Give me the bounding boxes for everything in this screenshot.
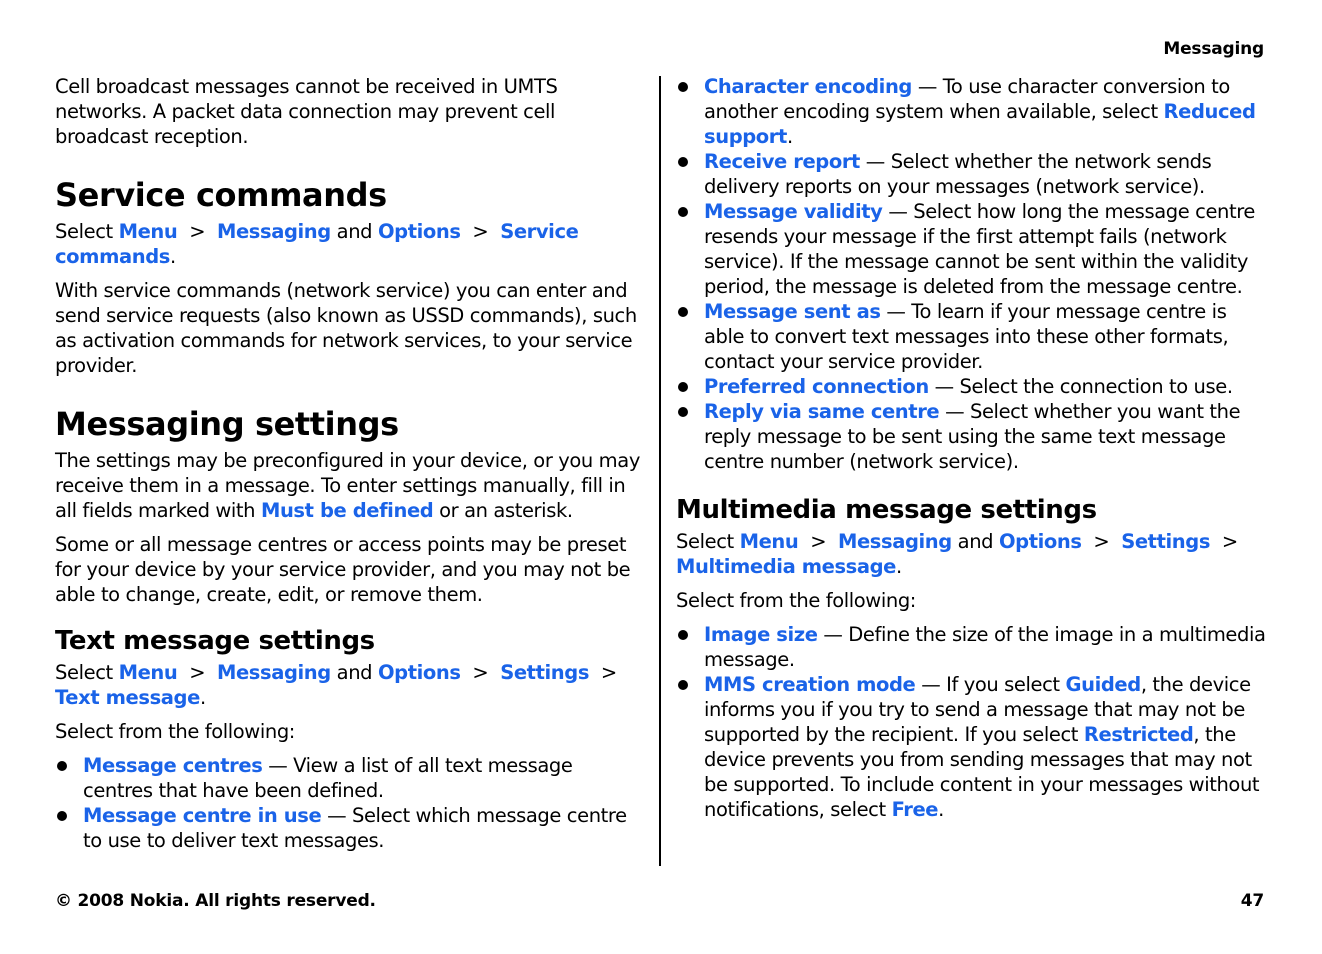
bullet-icon [678, 680, 688, 690]
list-item: Message centre in use — Select which message centre to use to deliver text messages. [55, 803, 647, 853]
heading-multimedia-message-settings: Multimedia message settings [676, 495, 1097, 525]
link-options[interactable]: Options [998, 530, 1082, 553]
heading-text-message-settings: Text message settings [55, 626, 375, 656]
left-column [55, 74, 647, 862]
link-character-encoding[interactable]: Character encoding [704, 75, 912, 98]
list-item: Reply via same centre — Select whether you want the reply message to be sent using the same text message centre number (network service). [676, 399, 1268, 474]
link-service-commands[interactable]: Service commands [55, 220, 579, 268]
text-message-path: Select Menu > Messaging and Options > Settings > Text message. [55, 661, 617, 709]
link-messaging[interactable]: Messaging [216, 661, 331, 684]
link-menu[interactable]: Menu [739, 530, 799, 553]
list-item: Message sent as — To learn if your message centre is able to convert text messages into these other formats, contact your service provider. [676, 299, 1268, 374]
bullet-icon [678, 157, 688, 167]
intro-paragraph: Cell broadcast messages cannot be received in UMTS networks. A packet data connection may prevent cell broadcast reception. [55, 75, 558, 148]
select-from-following: Select from the following: [55, 720, 295, 743]
mms-options-list [676, 622, 1268, 822]
link-must-be-defined[interactable]: Must be defined [260, 499, 434, 522]
right-column [676, 74, 1268, 831]
bullet-icon [678, 630, 688, 640]
heading-service-commands: Service commands [55, 176, 387, 214]
heading-messaging-settings: Messaging settings [55, 405, 399, 443]
list-item: Receive report — Select whether the network sends delivery reports on your messages (network service). [676, 149, 1268, 199]
list-item: Message centres — View a list of all text message centres that have been defined. [55, 753, 647, 803]
link-guided[interactable]: Guided [1065, 673, 1141, 696]
link-preferred-connection[interactable]: Preferred connection [704, 375, 929, 398]
link-restricted[interactable]: Restricted [1083, 723, 1194, 746]
bullet-icon [57, 761, 67, 771]
list-item: MMS creation mode — If you select Guided, the device informs you if you try to send a message that may not be supported by the recipient. If you select Restricted, the device prevents you from sending messages that may not be supported. To include content in your messages without notifications, select Free. [676, 672, 1268, 822]
page-number: 47 [1240, 891, 1264, 911]
bullet-icon [678, 407, 688, 417]
column-divider [659, 76, 661, 866]
copyright-footer: © 2008 Nokia. All rights reserved. [55, 891, 376, 911]
link-reduced-support[interactable]: Reduced support [704, 100, 1256, 148]
service-commands-path: Select Menu > Messaging and Options > Service commands. [55, 220, 579, 268]
link-free[interactable]: Free [891, 798, 939, 821]
running-header: Messaging [1163, 39, 1264, 59]
text-message-options-list-continued [676, 74, 1268, 474]
bullet-icon [678, 307, 688, 317]
link-mms-creation-mode[interactable]: MMS creation mode [704, 673, 916, 696]
bullet-icon [678, 382, 688, 392]
link-reply-via-same-centre[interactable]: Reply via same centre [704, 400, 940, 423]
link-messaging[interactable]: Messaging [837, 530, 952, 553]
bullet-icon [57, 811, 67, 821]
link-settings[interactable]: Settings [1121, 530, 1211, 553]
link-menu[interactable]: Menu [118, 220, 178, 243]
link-menu[interactable]: Menu [118, 661, 178, 684]
list-item: Character encoding — To use character conversion to another encoding system when available, select Reduced support. [676, 74, 1268, 149]
link-message-centres[interactable]: Message centres [83, 754, 263, 777]
link-receive-report[interactable]: Receive report [704, 150, 860, 173]
text-message-options-list [55, 753, 647, 853]
list-item: Message validity — Select how long the message centre resends your message if the first attempt fails (network service). If the message cannot be sent within the validity period, the message is deleted from the message centre. [676, 199, 1268, 299]
link-message-sent-as[interactable]: Message sent as [704, 300, 881, 323]
messaging-settings-p1: The settings may be preconfigured in your device, or you may receive them in a message. To enter settings manually, fill in all fields marked with Must be defined or an asterisk. [55, 449, 640, 522]
link-message-centre-in-use[interactable]: Message centre in use [83, 804, 322, 827]
list-item: Preferred connection — Select the connection to use. [676, 374, 1268, 399]
bullet-icon [678, 82, 688, 92]
link-image-size[interactable]: Image size [704, 623, 818, 646]
link-messaging[interactable]: Messaging [216, 220, 331, 243]
mms-path: Select Menu > Messaging and Options > Settings > Multimedia message. [676, 530, 1238, 578]
bullet-icon [678, 207, 688, 217]
select-from-following: Select from the following: [676, 589, 916, 612]
service-commands-body: With service commands (network service) you can enter and send service requests (also known as USSD commands), such as activation commands for network services, to your service provider. [55, 279, 637, 377]
messaging-settings-p2: Some or all message centres or access points may be preset for your device by your service provider, and you may not be able to change, create, edit, or remove them. [55, 533, 631, 606]
link-settings[interactable]: Settings [500, 661, 590, 684]
list-item: Image size — Define the size of the image in a multimedia message. [676, 622, 1268, 672]
link-text-message[interactable]: Text message [55, 686, 200, 709]
link-options[interactable]: Options [377, 661, 461, 684]
link-message-validity[interactable]: Message validity [704, 200, 883, 223]
link-options[interactable]: Options [377, 220, 461, 243]
link-multimedia-message[interactable]: Multimedia message [676, 555, 897, 578]
